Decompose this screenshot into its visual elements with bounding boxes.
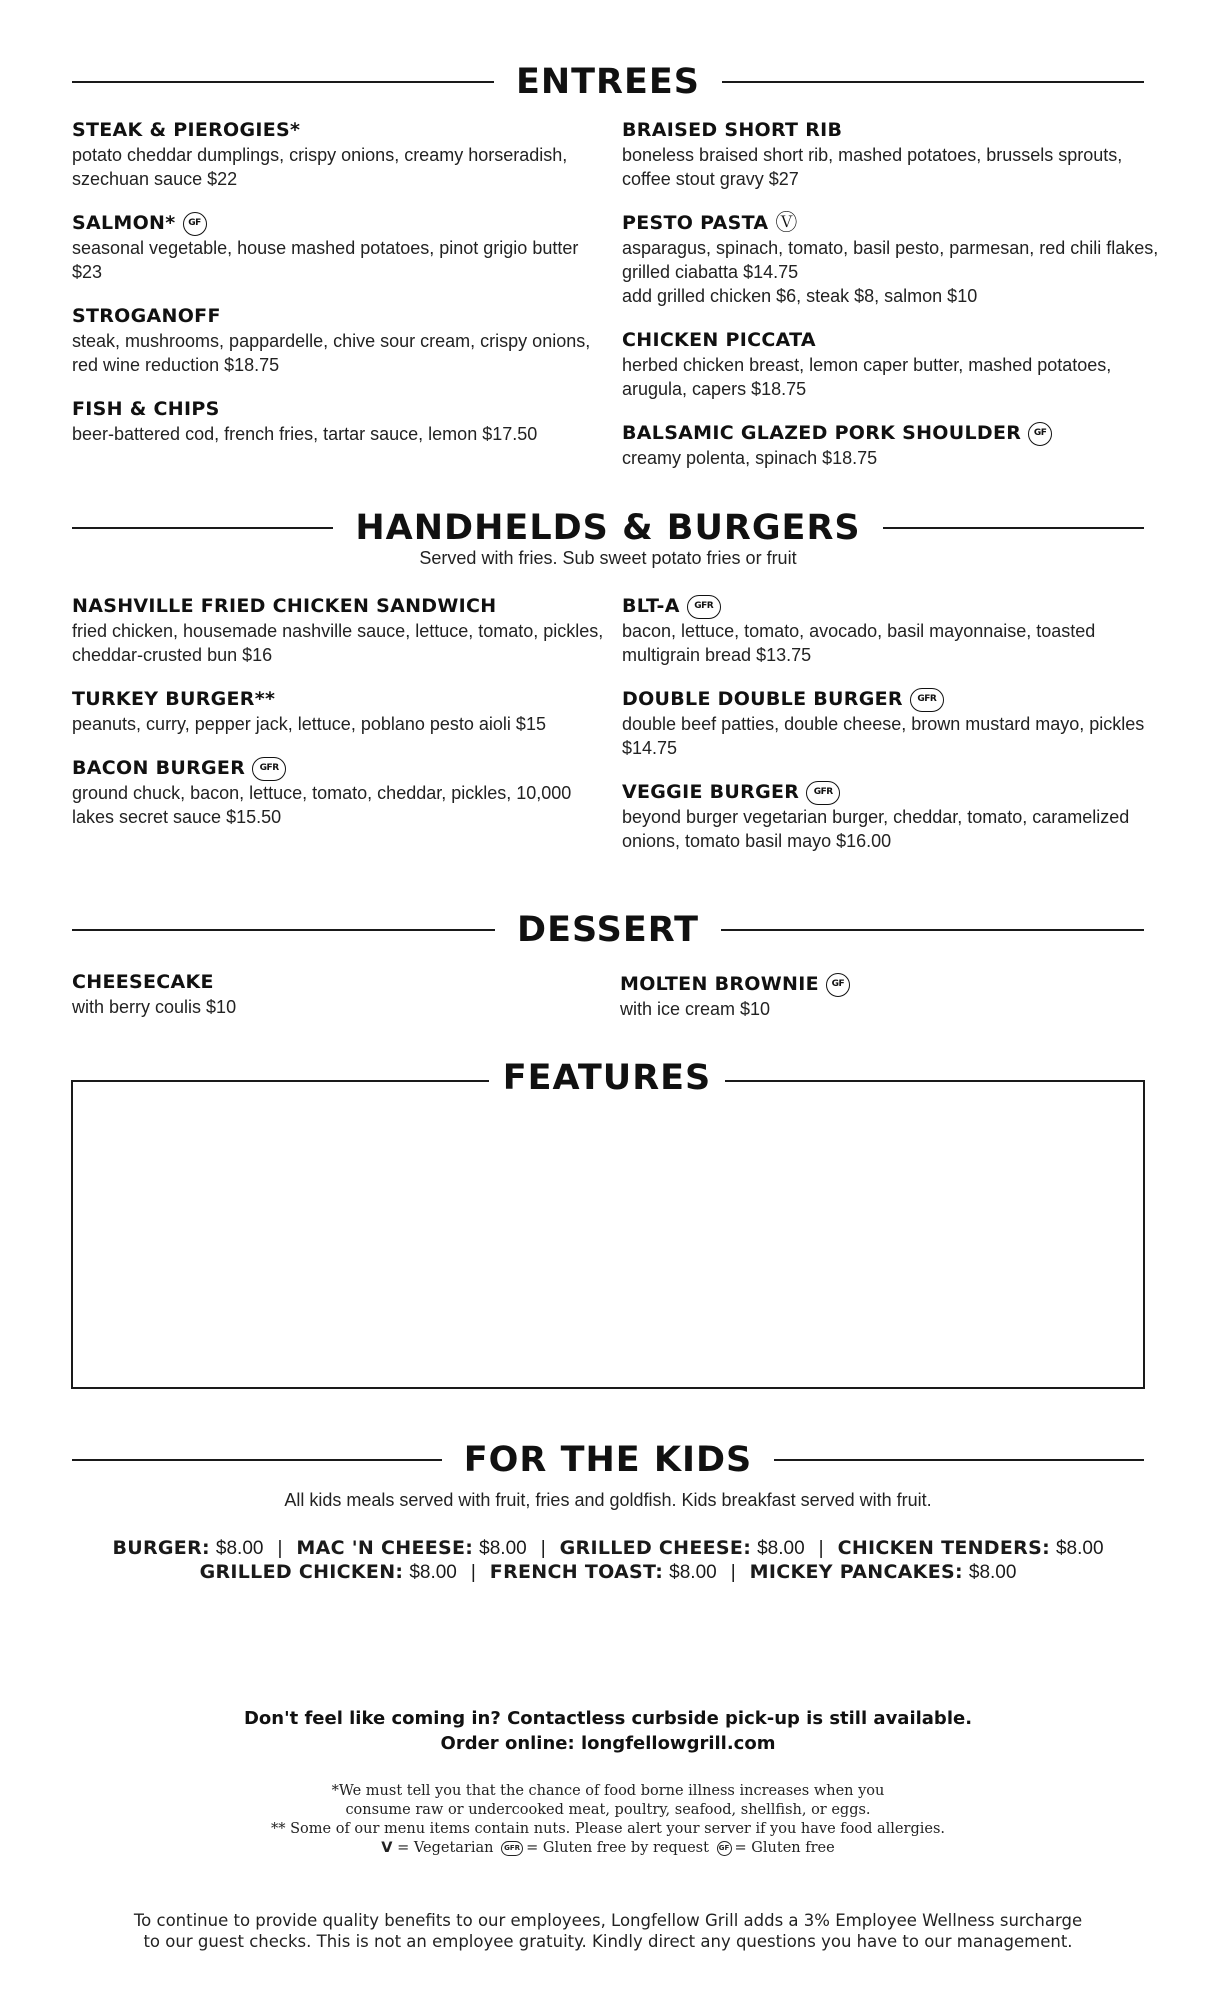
features-heading — [0, 1058, 1214, 1098]
order-online-line: Order online: longfellowgrill.com — [440, 1733, 776, 1754]
warning-line: *We must tell you that the chance of food borne illness increases when you — [331, 1783, 885, 1799]
menu-item-name — [72, 687, 612, 712]
menu-item-title: BACON BURGER — [72, 757, 246, 779]
surcharge-line: to our guest checks. This is not an employee gratuity. Kindly direct any questions you have to our management. — [143, 1932, 1073, 1951]
menu-item-description: asparagus, spinach, tomato, basil pesto, parmesan, red chili flakes, grilled ciabatta $14.75 — [622, 238, 1159, 282]
menu-item-description: with berry coulis $10 — [72, 997, 237, 1017]
legend-gfr: = Gluten free by request — [526, 1840, 709, 1856]
disclaimer-block — [72, 1782, 1144, 1858]
warning-line: consume raw or undercooked meat, poultry, seafood, shellfish, or eggs. — [345, 1802, 871, 1818]
menu-item-description: beer-battered cod, french fries, tartar sauce, lemon $17.50 — [72, 424, 538, 444]
menu-item-title: CHICKEN PICCATA — [622, 329, 816, 351]
menu-item-addon: add grilled chicken $6, steak $8, salmon $10 — [622, 286, 978, 306]
menu-item-name — [622, 687, 1162, 712]
handhelds-left-column — [72, 594, 612, 849]
kids-item-price: $8.00 — [757, 1538, 805, 1559]
menu-item-title: MOLTEN BROWNIE — [620, 973, 819, 995]
gluten-free-icon: GF — [1028, 422, 1052, 446]
legend-gf: = Gluten free — [734, 1840, 835, 1856]
menu-item — [620, 972, 1160, 1021]
menu-item — [72, 756, 612, 829]
kids-row-1 — [72, 1536, 1144, 1561]
menu-item — [72, 594, 612, 667]
nuts-line: ** Some of our menu items contain nuts. Please alert your server if you have food allergies. — [271, 1821, 945, 1837]
gluten-free-by-request-icon: GFR — [501, 1841, 523, 1856]
section-title: FOR THE KIDS — [463, 1440, 753, 1480]
handhelds-right-column — [622, 594, 1162, 873]
dessert-heading — [72, 910, 1144, 950]
menu-item-title: SALMON* — [72, 212, 176, 234]
menu-item — [72, 304, 612, 377]
gluten-free-by-request-icon: GFR — [687, 595, 721, 619]
menu-item-description: bacon, lettuce, tomato, avocado, basil mayonnaise, toasted multigrain bread $13.75 — [622, 621, 1096, 665]
menu-item-title: STROGANOFF — [72, 305, 221, 327]
menu-item — [622, 687, 1162, 760]
menu-item-description: fried chicken, housemade nashville sauce, lettuce, tomato, pickles, cheddar-crusted bun $16 — [72, 621, 604, 665]
gluten-free-by-request-icon: GFR — [910, 688, 944, 712]
menu-item-description: steak, mushrooms, pappardelle, chive sour cream, crispy onions, red wine reduction $18.75 — [72, 331, 591, 375]
legend-vegetarian: = Vegetarian — [397, 1840, 494, 1856]
kids-heading — [72, 1440, 1144, 1480]
gluten-free-by-request-icon: GFR — [252, 757, 286, 781]
kids-item-name: FRENCH TOAST: — [489, 1561, 664, 1583]
kids-item-price: $8.00 — [479, 1538, 527, 1559]
menu-item — [622, 421, 1162, 470]
kids-item-name: BURGER: — [112, 1537, 210, 1559]
kids-item-price: $8.00 — [215, 1538, 264, 1559]
heading-rule — [774, 1459, 1144, 1461]
menu-item-name — [622, 328, 1162, 353]
section-title: HANDHELDS & BURGERS — [355, 508, 861, 548]
menu-item-name — [72, 594, 612, 619]
section-title: DESSERT — [517, 910, 699, 950]
menu-item-name — [72, 970, 612, 995]
pickup-block — [72, 1706, 1144, 1756]
menu-item — [72, 118, 612, 191]
features-box — [71, 1080, 1145, 1389]
kids-item-name: MICKEY PANCAKES: — [749, 1561, 963, 1583]
menu-item-description: ground chuck, bacon, lettuce, tomato, cheddar, pickles, 10,000 lakes secret sauce $15.50 — [72, 783, 572, 827]
menu-item-description: seasonal vegetable, house mashed potatoes, pinot grigio butter $23 — [72, 238, 579, 282]
menu-item-title: DOUBLE DOUBLE BURGER — [622, 688, 903, 710]
menu-item-description: double beef patties, double cheese, brown mustard mayo, pickles $14.75 — [622, 714, 1145, 758]
menu-item-name — [622, 211, 1162, 236]
surcharge-block — [72, 1910, 1144, 1952]
kids-item-name: GRILLED CHICKEN: — [199, 1561, 404, 1583]
menu-item-name — [622, 421, 1162, 446]
menu-item-description: herbed chicken breast, lemon caper butter, mashed potatoes, arugula, capers $18.75 — [622, 355, 1112, 399]
section-title: FEATURES — [489, 1058, 726, 1098]
surcharge-line: To continue to provide quality benefits to our employees, Longfellow Grill adds a 3% Employee Wellness surcharge — [133, 1911, 1083, 1930]
vegetarian-icon: 𝗩 — [381, 1840, 393, 1856]
heading-rule — [72, 81, 494, 83]
heading-rule — [883, 527, 1144, 529]
menu-item-name — [622, 118, 1162, 143]
gluten-free-icon: GF — [183, 212, 207, 236]
menu-item-description: potato cheddar dumplings, crispy onions, creamy horseradish, szechuan sauce $22 — [72, 145, 568, 189]
kids-row-2 — [72, 1560, 1144, 1585]
menu-item — [72, 687, 612, 736]
menu-item — [72, 211, 612, 284]
kids-item-name: MAC 'N CHEESE: — [296, 1537, 474, 1559]
menu-item — [622, 118, 1162, 191]
kids-item-name: CHICKEN TENDERS: — [837, 1537, 1050, 1559]
menu-item-title: BLT-A — [622, 595, 680, 617]
menu-item-name — [72, 304, 612, 329]
menu-item-name — [622, 594, 1162, 619]
menu-item — [72, 397, 612, 446]
menu-item-title: NASHVILLE FRIED CHICKEN SANDWICH — [72, 595, 497, 617]
handhelds-heading — [72, 508, 1144, 548]
separator: | — [277, 1538, 283, 1559]
legend-line — [72, 1839, 1144, 1858]
menu-item-name — [72, 397, 612, 422]
separator: | — [818, 1538, 824, 1559]
menu-item-name — [622, 780, 1162, 805]
heading-rule — [72, 527, 333, 529]
menu-item-title: BRAISED SHORT RIB — [622, 119, 843, 141]
separator: | — [730, 1562, 736, 1583]
gluten-free-icon: GF — [717, 1841, 732, 1856]
menu-item — [622, 211, 1162, 308]
menu-item-title: BALSAMIC GLAZED PORK SHOULDER — [622, 422, 1022, 444]
menu-item — [622, 328, 1162, 401]
menu-item — [622, 594, 1162, 667]
separator: | — [540, 1538, 546, 1559]
menu-item-description: with ice cream $10 — [620, 999, 771, 1019]
kids-item-price: $8.00 — [1055, 1538, 1104, 1559]
pickup-line: Don't feel like coming in? Contactless curbside pick-up is still available. — [243, 1708, 973, 1729]
kids-item-name: GRILLED CHEESE: — [559, 1537, 752, 1559]
kids-item-price: $8.00 — [968, 1562, 1017, 1583]
menu-item-title: CHEESECAKE — [72, 971, 214, 993]
menu-item-title: FISH & CHIPS — [72, 398, 220, 420]
menu-item-title: STEAK & PIEROGIES* — [72, 119, 301, 141]
menu-item-name — [72, 118, 612, 143]
heading-rule — [72, 1459, 442, 1461]
kids-item-price: $8.00 — [669, 1562, 717, 1583]
dessert-right-column — [620, 972, 1160, 1041]
vegetarian-icon: Ⓥ — [775, 210, 798, 236]
menu-item — [72, 970, 612, 1019]
handhelds-note: Served with fries. Sub sweet potato fries or fruit — [419, 548, 797, 568]
heading-rule — [721, 929, 1144, 931]
menu-item-description: boneless braised short rib, mashed potatoes, brussels sprouts, coffee stout gravy $27 — [622, 145, 1123, 189]
menu-item-name — [620, 972, 1160, 997]
menu-item-name — [72, 756, 612, 781]
separator: | — [470, 1562, 476, 1583]
dessert-left-column — [72, 970, 612, 1039]
menu-item-name — [72, 211, 612, 236]
menu-item-title: VEGGIE BURGER — [622, 781, 800, 803]
menu-item-description: peanuts, curry, pepper jack, lettuce, poblano pesto aioli $15 — [72, 714, 546, 734]
gluten-free-icon: GF — [826, 973, 850, 997]
gluten-free-by-request-icon: GFR — [806, 781, 840, 805]
menu-item — [622, 780, 1162, 853]
menu-item-title: TURKEY BURGER** — [72, 688, 276, 710]
entrees-heading — [72, 62, 1144, 102]
kids-note: All kids meals served with fruit, fries and goldfish. Kids breakfast served with fruit. — [284, 1490, 932, 1510]
entrees-right-column — [622, 118, 1162, 490]
menu-item-description: creamy polenta, spinach $18.75 — [622, 448, 878, 468]
menu-item-description: beyond burger vegetarian burger, cheddar, tomato, caramelized onions, tomato basil mayo $16.00 — [622, 807, 1130, 851]
heading-rule — [72, 929, 495, 931]
entrees-left-column — [72, 118, 612, 466]
kids-item-price: $8.00 — [409, 1562, 457, 1583]
menu-item-title: PESTO PASTA — [622, 212, 769, 234]
heading-rule — [722, 81, 1144, 83]
section-title: ENTREES — [515, 62, 701, 102]
